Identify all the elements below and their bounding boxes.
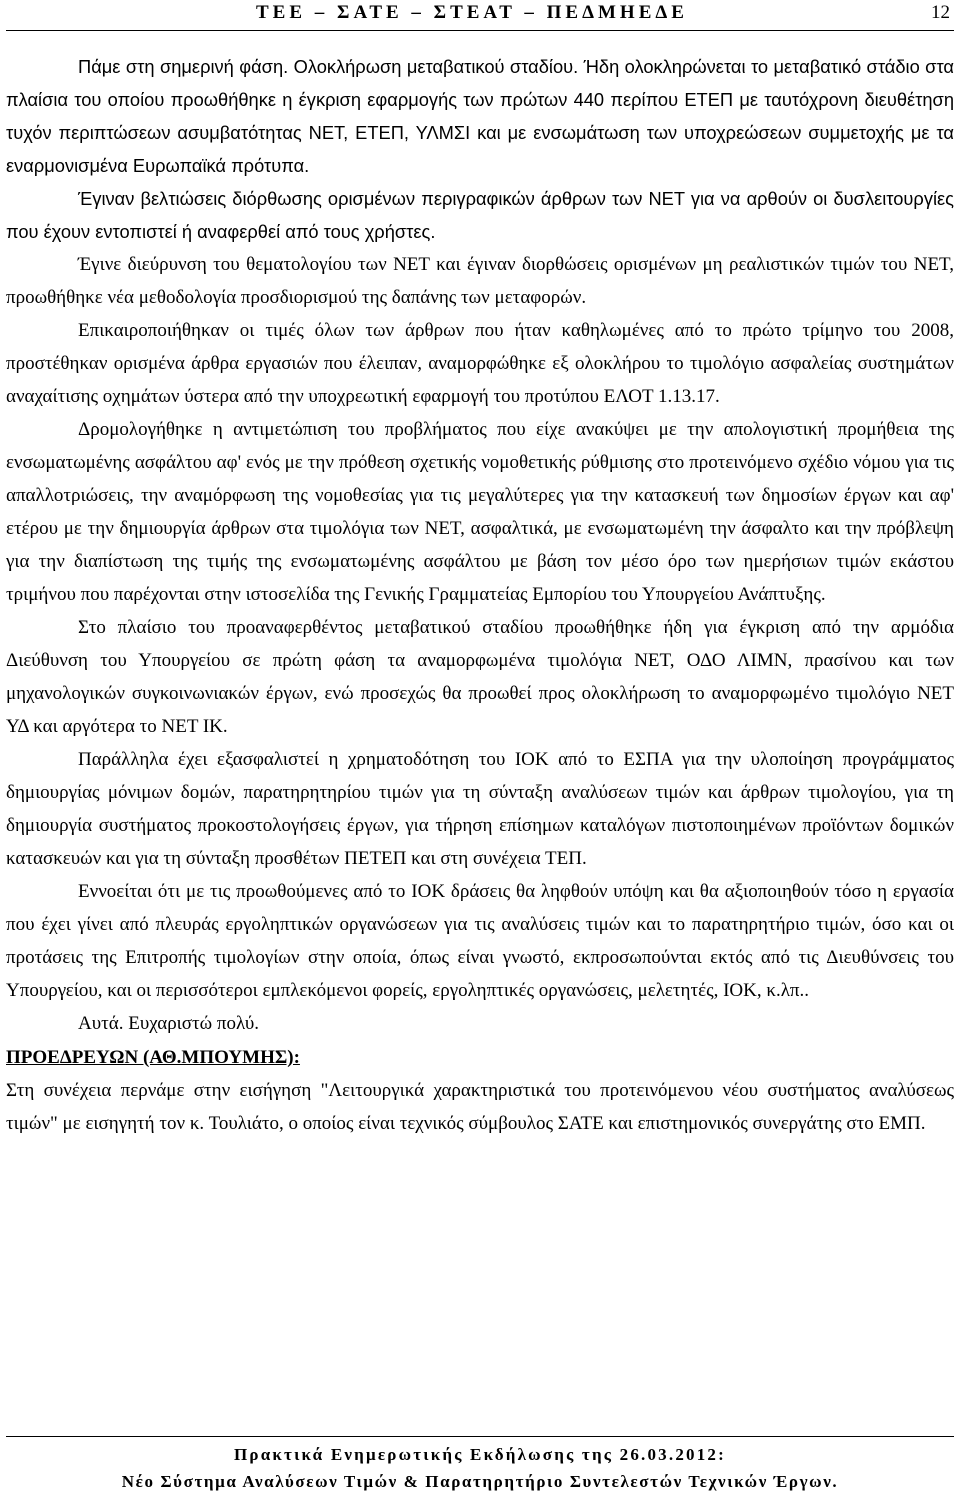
paragraph-7: Παράλληλα έχει εξασφαλιστεί η χρηματοδότηση του ΙΟΚ από το ΕΣΠΑ για την υλοποίηση προγράμματος δημιουργίας μόνιμων δομών, παρατηρητηρίου τιμών για τη σύνταξη αναλύσεων τιμών και άρθρων τιμολογίου, για τη δημιουργία συστήματος προκοστολογήσεις έργων, για τήρηση επίσημων καταλόγων πιστοποιημένων προϊόντων δομικών κατασκευών και για τη σύνταξη προσθέτων ΠΕΤΕΠ και στη συνέχεια ΤΕΠ. [6,749,954,869]
paragraph-8: Εννοείται ότι με τις προωθούμενες από το ΙΟΚ δράσεις θα ληφθούν υπόψη και θα αξιοποιηθούν τόσο η εργασία που έχει γίνει από πλευράς εργοληπτικών οργανώσεων για τις αναλύσεις τιμών και το παρατηρητήριο τιμών, όσο και οι προτάσεις της Επιτροπής τιμολογίων στην οποία, όπως είναι γνωστό, εκπροσωπούνται εκτός από τις Διευθύνσεις του Υπουργείου, και οι περισσότεροι εμπλεκόμενοι φορείς, εργοληπτικές οργανώσεις, μελετητές, ΙΟΚ, κ.λπ.. [6,881,954,1001]
speaker-heading: ΠΡΟΕΔΡΕΥΩΝ (ΑΘ.ΜΠΟΥΜΗΣ): [6,1047,300,1068]
paragraph-1: Πάμε στη σημερινή φάση. Ολοκλήρωση μεταβατικού σταδίου. Ήδη ολοκληρώνεται το μεταβατικό στάδιο στα πλαίσια του οποίου προωθήθηκε η έγκριση εφαρμογής των πρώτων 440 περίπου ΕΤΕΠ με ταυτόχρονη διευθέτηση τυχόν περιπτώσεων ασυμβατότητας ΝΕΤ, ΕΤΕΠ, ΥΛΜΣΙ και με ενσωμάτωση των υποχρεώσεων συμμετοχής με τα εναρμονισμένα Ευρωπαϊκά πρότυπα. [6,56,954,176]
closing-paragraph: Στη συνέχεια περνάμε στην εισήγηση "Λειτουργικά χαρακτηριστικά του προτεινόμενου νέου συστήματος αναλύσεως τιμών" με εισηγητή τον κ. Τουλιάτο, ο οποίος είναι τεχνικός σύμβουλος ΣΑΤΕ και επιστημονικός συνεργάτης στο ΕΜΠ. [6,1080,954,1134]
paragraph-5: Δρομολογήθηκε η αντιμετώπιση του προβλήματος που είχε ανακύψει με την απολογιστική προμήθεια της ενσωματωμένης ασφάλτου αφ' ενός με την πρόθεση σχετικής νομοθετικής ρύθμισης στο προτεινόμενο σχέδιο νόμου για τις απαλλοτριώσεις, την αναμόρφωση της νομοθεσίας για τις μεγαλύτερες για την κατασκευή των δημοσίων έργων και αφ' ετέρου με την δημιουργία άρθρων στα τιμολόγια των ΝΕΤ, ασφαλτικά, με ενσωματωμένη την άσφαλτο και την πρόβλεψη για την διαπίστωση της τιμής της ενσωματωμένης ασφάλτου με βάση τον μέσο όρο των ημερήσιων τιμών εκάστου τριμήνου που παρέχονται στην ιστοσελίδα της Γενικής Γραμματείας Εμπορίου του Υπουργείου Ανάπτυξης. [6,419,954,605]
footer-line-1: Πρακτικά Ενημερωτικής Εκδήλωσης της 26.03.2012: [233,1445,726,1464]
page-header [6,0,954,31]
document-body [6,50,954,1140]
footer-line-2: Νέο Σύστημα Αναλύσεων Τιμών & Παρατηρητήριο Συντελεστών Τεχνικών Έργων. [121,1472,839,1491]
paragraph-4: Επικαιροποιήθηκαν οι τιμές όλων των άρθρων που ήταν καθηλωμένες από το πρώτο τρίμηνο του 2008, προστέθηκαν ορισμένα άρθρα εργασιών που έλειπαν, αναμορφώθηκε εξ ολοκλήρου το τιμολόγιο ασφαλείας συστημάτων αναχαίτισης οχημάτων ύστερα από την υποχρεωτική εφαρμογή του προτύπου ΕΛΟΤ 1.13.17. [6,320,954,407]
paragraph-6: Στο πλαίσιο του προαναφερθέντος μεταβατικού σταδίου προωθήθηκε ήδη για έγκριση από την αρμόδια Διεύθυνση του Υπουργείου σε πρώτη φάση τα αναμορφωμένα τιμολόγια ΝΕΤ, ΟΔΟ ΛΙΜΝ, πρασίνου και των μηχανολογικών συγκοινωνιακών έργων, ενώ προσεχώς θα προωθεί προς ολοκλήρωση το αναμορφωμένο τιμολόγιο ΝΕΤ ΥΔ και αργότερα το ΝΕΤ ΙΚ. [6,617,954,737]
paragraph-3: Έγινε διεύρυνση του θεματολογίου των ΝΕΤ και έγιναν διορθώσεις ορισμένων μη ρεαλιστικών τιμών του ΝΕΤ, προωθήθηκε νέα μεθοδολογία προσδιορισμού της δαπάνης των μεταφορών. [6,254,954,308]
paragraph-9: Αυτά. Ευχαριστώ πολύ. [78,1013,260,1034]
page-footer [6,1436,954,1495]
header-title: ΤΕΕ – ΣΑΤΕ – ΣΤΕΑΤ – ΠΕΔΜΗΕΔΕ [256,2,688,23]
paragraph-2: Έγιναν βελτιώσεις διόρθωσης ορισμένων περιγραφικών άρθρων των ΝΕΤ για να αρθούν οι δυσλειτουργίες που έχουν εντοπιστεί ή αναφερθεί από τους χρήστες. [6,188,954,242]
page-number: 12 [931,2,950,23]
